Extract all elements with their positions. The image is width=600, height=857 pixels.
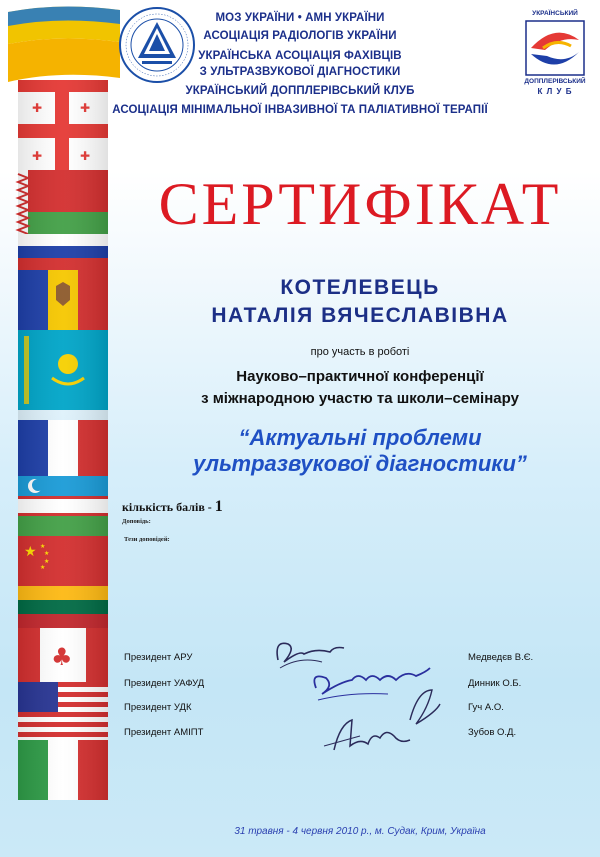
conference-theme-line-1: “Актуальні проблеми bbox=[238, 425, 482, 450]
handwritten-signatures-icon bbox=[260, 628, 460, 768]
signatory-name-2: Динник О.Б. bbox=[468, 678, 522, 689]
signatory-name-1: Медведєв В.Є. bbox=[468, 652, 534, 663]
theses-label: Тези доповідей: bbox=[124, 536, 170, 543]
signatory-role-1: Президент АРУ bbox=[124, 652, 193, 663]
recipient-surname: КОТЕЛЕВЕЦЬ bbox=[280, 276, 440, 299]
event-date-location: 31 травня - 4 червня 2010 р., м. Судак, Крим, Україна bbox=[234, 826, 486, 837]
org-line-1: МОЗ УКРАЇНИ • АМН УКРАЇНИ bbox=[215, 12, 385, 24]
doppler-club-mid-label: ДОППЛЕРІВСЬКИЙ bbox=[524, 78, 586, 85]
flags-strip-icon bbox=[0, 0, 120, 857]
report-label: Доповідь: bbox=[122, 518, 151, 525]
signatory-name-3: Гуч А.О. bbox=[468, 702, 504, 713]
org-line-5: УКРАЇНСЬКИЙ ДОППЛЕРІВСЬКИЙ КЛУБ bbox=[185, 85, 415, 97]
org-line-3: УКРАЇНСЬКА АСОЦІАЦІЯ ФАХІВЦІВ bbox=[198, 50, 402, 62]
signatory-name-4: Зубов О.Д. bbox=[468, 727, 517, 738]
certificate-title: СЕРТИФІКАТ bbox=[158, 171, 562, 237]
org-line-2: АСОЦІАЦІЯ РАДІОЛОГІВ УКРАЇНИ bbox=[203, 30, 397, 42]
signatory-role-3: Президент УДК bbox=[124, 702, 192, 713]
org-line-6: АСОЦІАЦІЯ МІНІМАЛЬНОЇ ІНВАЗИВНОЇ ТА ПАЛІАТИВНОЇ ТЕРАПІЇ bbox=[112, 104, 488, 116]
points-row bbox=[122, 498, 223, 516]
conference-line-2: з міжнародною участю та школи–семінару bbox=[201, 390, 519, 407]
conference-line-1: Науково–практичної конференції bbox=[236, 368, 484, 385]
participation-intro: про участь в роботі bbox=[310, 346, 410, 358]
doppler-club-top-label: УКРАЇНСЬКИЙ bbox=[532, 10, 578, 17]
signatory-role-4: Президент АМІПТ bbox=[124, 727, 204, 738]
points-label: кількість балів - bbox=[122, 500, 212, 514]
org-line-4: З УЛЬТРАЗВУКОВОЇ ДІАГНОСТИКИ bbox=[199, 66, 401, 78]
points-value: 1 bbox=[214, 498, 223, 515]
conference-theme-line-2: ультразвукової діагностики” bbox=[193, 451, 527, 476]
signatory-role-2: Президент УАФУД bbox=[124, 678, 205, 689]
doppler-club-bottom-label: К Л У Б bbox=[537, 87, 573, 96]
recipient-given-names: НАТАЛІЯ ВЯЧЕСЛАВІВНА bbox=[211, 304, 509, 327]
